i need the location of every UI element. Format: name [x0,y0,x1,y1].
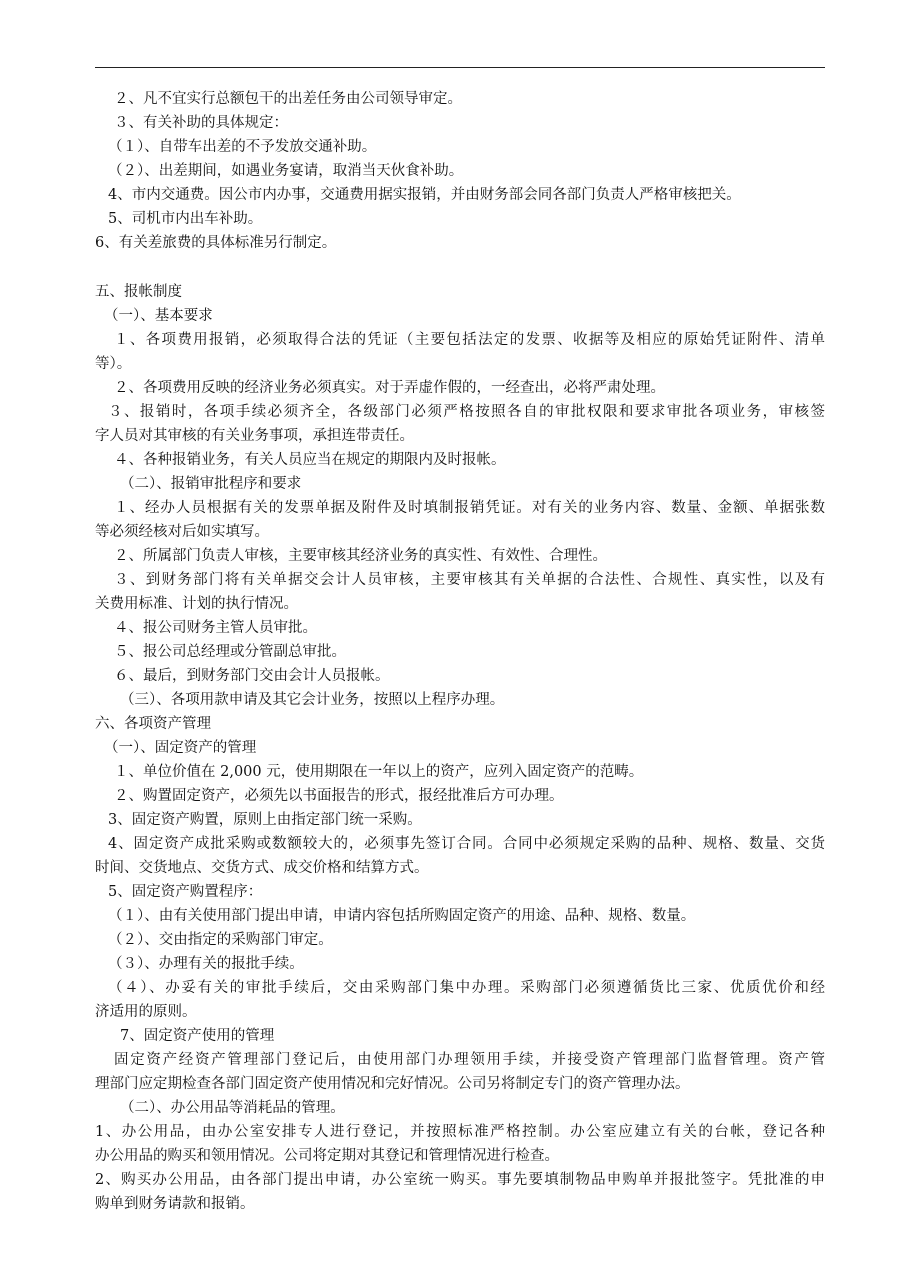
text-line: ３、报销时，各项手续必须齐全，各级部门必须严格按照各自的审批权限和要求审批各项业务，审核签 [108,404,825,420]
subsection-heading: （一）、固定资产的管理 [104,740,257,756]
text-line: ２、凡不宜实行总额包干的出差任务由公司领导审定。 [114,91,462,107]
text-line: ２、各项费用反映的经济业务必须真实。对于弄虚作假的，一经查出，必将严肃处理。 [114,380,665,396]
text-line: １、单位价值在 2,000 元，使用期限在一年以上的资产，应列入固定资产的范畴。 [114,764,644,780]
text-line: 济适用的原则。 [95,1004,197,1020]
text-line: 关费用标准、计划的执行情况。 [95,596,298,612]
document-body [95,87,825,1216]
text-line: ３、有关补助的具体规定： [114,115,288,131]
text-line: 1、办公用品，由办公室安排专人进行登记，并按照标准严格控制。办公室应建立有关的台帐，登记各种 [95,1124,825,1140]
text-line: 5、固定资产购置程序： [108,884,263,900]
text-line: 理部门应定期检查各部门固定资产使用情况和完好情况。公司另将制定专门的资产管理办法。 [95,1076,690,1092]
text-line: 等必须经核对后如实填写。 [95,524,269,540]
text-line: 4、市内交通费。因公市内办事，交通费用据实报销，并由财务部会同各部门负责人严格审核把关。 [108,187,741,203]
text-line: ３、到财务部门将有关单据交会计人员审核，主要审核其有关单据的合法性、合规性、真实性，以及有 [114,572,825,588]
text-line: （２）、交由指定的采购部门审定。 [108,932,333,948]
text-line: （１）、自带车出差的不予发放交通补助。 [108,139,377,155]
text-line: 等）。 [95,356,132,372]
text-line: ４、各种报销业务，有关人员应当在规定的期限内及时报帐。 [114,452,506,468]
text-line: （１）、由有关使用部门提出申请，申请内容包括所购固定资产的用途、品种、规格、数量。 [108,908,696,924]
section-heading: 六、各项资产管理 [95,716,211,732]
header-rule [95,67,825,68]
subsection-heading: （一）、基本要求 [104,308,213,324]
paragraph-gap [95,255,825,280]
subsection-heading: （三）、各项用款申请及其它会计业务，按照以上程序办理。 [120,692,505,708]
text-line: （３）、办理有关的报批手续。 [108,956,304,972]
text-line: １、经办人员根据有关的发票单据及附件及时填制报销凭证。对有关的业务内容、数量、金额、单据张数 [114,500,825,516]
text-line: 办公用品的购买和领用情况。公司将定期对其登记和管理情况进行检查。 [95,1148,559,1164]
subsection-heading: （二）、办公用品等消耗品的管理。 [120,1100,345,1116]
text-line: 时间、交货地点、交货方式、成交价格和结算方式。 [95,860,429,876]
text-line: ６、最后，到财务部门交由会计人员报帐。 [114,668,390,684]
subsection-heading: （二）、报销审批程序和要求 [120,476,302,492]
text-line: ４、报公司财务主管人员审批。 [114,620,317,636]
text-line: ５、报公司总经理或分管副总审批。 [114,644,346,660]
text-line: 3、固定资产购置，原则上由指定部门统一采购。 [108,812,422,828]
text-line: １、各项费用报销，必须取得合法的凭证（主要包括法定的发票、收据等及相应的原始凭证附件、清单 [114,332,825,348]
section-heading: 五、报帐制度 [95,284,182,300]
text-line: （４）、办妥有关的审批手续后，交由采购部门集中办理。采购部门必须遵循货比三家、优质优价和经 [108,980,825,996]
text-line: 购单到财务请款和报销。 [95,1196,255,1212]
text-line: 4、固定资产成批采购或数额较大的，必须事先签订合同。合同中必须规定采购的品种、规格、数量、交货 [108,836,825,852]
text-line: 2、购买办公用品，由各部门提出申请，办公室统一购买。事先要填制物品申购单并报批签字。凭批准的申 [95,1172,825,1188]
text-line: 7、固定资产使用的管理 [120,1028,275,1044]
text-line: 5、司机市内出车补助。 [108,211,263,227]
text-line: 字人员对其审核的有关业务事项，承担连带责任。 [95,428,414,444]
text-line: （２）、出差期间，如遇业务宴请，取消当天伙食补助。 [108,163,464,179]
text-line: 固定资产经资产管理部门登记后，由使用部门办理领用手续，并接受资产管理部门监督管理。资产管 [114,1052,825,1068]
text-line: 6、有关差旅费的具体标准另行制定。 [95,235,337,251]
text-line: ２、购置固定资产，必须先以书面报告的形式，报经批准后方可办理。 [114,788,564,804]
text-line: ２、所属部门负责人审核，主要审核其经济业务的真实性、有效性、合理性。 [114,548,607,564]
